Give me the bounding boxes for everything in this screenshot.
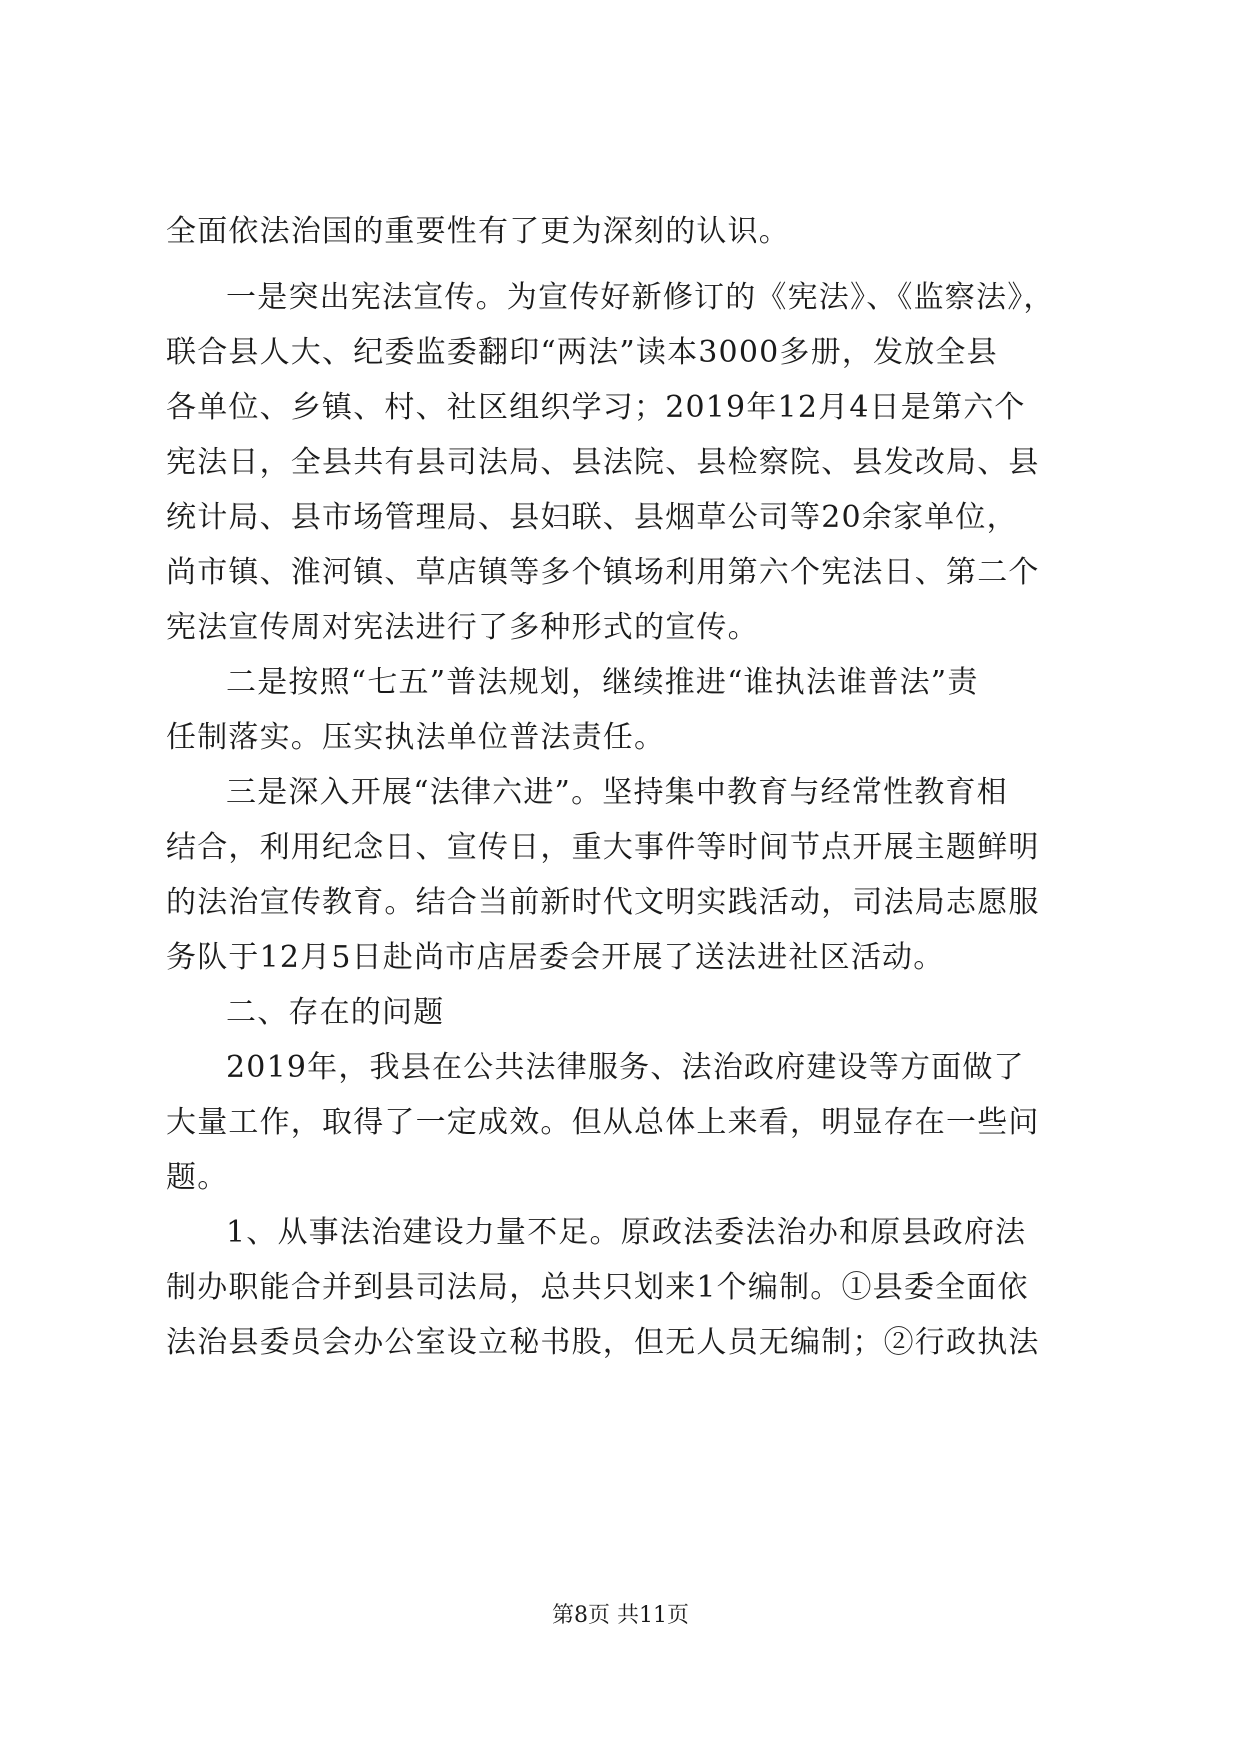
body-line-4: 各单位、乡镇、村、社区组织学习；2019年12月4日是第六个 [166,390,1026,425]
body-line-1: 全面依法治国的重要性有了更为深刻的认识。 [166,214,790,249]
body-line-12: 结合，利用纪念日、宣传日，重大事件等时间节点开展主题鲜明 [166,830,1040,865]
body-line-17: 大量工作，取得了一定成效。但从总体上来看，明显存在一些问 [166,1105,1040,1140]
body-line-10: 任制落实。压实执法单位普法责任。 [166,720,666,755]
body-line-13: 的法治宣传教育。结合当前新时代文明实践活动，司法局志愿服 [166,885,1040,920]
body-line-8: 宪法宣传周对宪法进行了多种形式的宣传。 [166,610,759,645]
section-heading: 二、存在的问题 [226,995,445,1030]
body-line-5: 宪法日，全县共有县司法局、县法院、县检察院、县发改局、县 [166,445,1040,480]
body-line-16: 2019年，我县在公共法律服务、法治政府建设等方面做了 [226,1050,1025,1085]
body-line-7: 尚市镇、淮河镇、草店镇等多个镇场利用第六个宪法日、第二个 [166,555,1040,590]
body-line-3: 联合县人大、纪委监委翻印“两法”读本3000多册，发放全县 [166,335,998,370]
body-line-19: 1、从事法治建设力量不足。原政法委法治办和原县政府法 [226,1215,1027,1250]
body-line-14: 务队于12月5日赴尚市店居委会开展了送法进社区活动。 [166,940,945,975]
body-line-18: 题。 [166,1160,229,1195]
page-number-footer: 第8页 共11页 [552,1603,689,1628]
body-line-2: 一是突出宪法宣传。为宣传好新修订的《宪法》、《监察法》， [226,280,1055,315]
body-line-9: 二是按照“七五”普法规划，继续推进“谁执法谁普法”责 [226,665,979,700]
body-line-21: 法治县委员会办公室设立秘书股，但无人员无编制；②行政执法 [166,1325,1040,1360]
body-line-20: 制办职能合并到县司法局，总共只划来1个编制。①县委全面依 [166,1270,1029,1305]
body-line-6: 统计局、县市场管理局、县妇联、县烟草公司等20余家单位， [166,500,1018,535]
body-line-11: 三是深入开展“法律六进”。坚持集中教育与经常性教育相 [226,775,1008,810]
